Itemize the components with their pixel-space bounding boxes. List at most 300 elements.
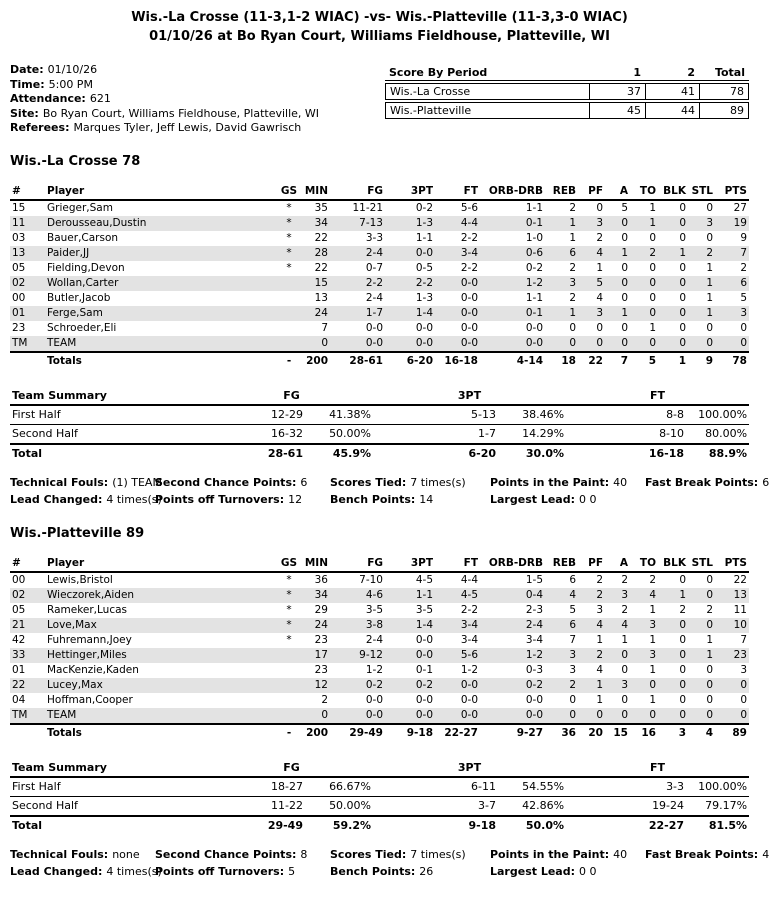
player-fg: 3-3 <box>365 232 383 244</box>
team-heading: Wis.-Platteville 89 <box>10 525 145 541</box>
info-value: 621 <box>89 92 111 105</box>
player-fg: 2-2 <box>365 277 383 289</box>
player-a: 0 <box>621 694 628 706</box>
player-3pt: 1-4 <box>415 307 433 319</box>
player-blk: 0 <box>679 664 686 676</box>
player-row <box>10 708 749 724</box>
sbp-period1-score: 37 <box>589 83 645 100</box>
summary-row <box>10 405 749 425</box>
col-to: TO <box>630 555 658 572</box>
player-gs <box>278 306 300 321</box>
summary-ft-made-att: 8-10 <box>566 424 686 444</box>
player-stl: 1 <box>706 262 713 274</box>
summary-row <box>10 777 749 797</box>
player-ft: 0-0 <box>460 307 478 319</box>
player-orb-drb: 1-1 <box>525 292 543 304</box>
player-a: 3 <box>621 679 628 691</box>
player-pts: 7 <box>740 247 747 259</box>
player-pts: 22 <box>733 574 747 586</box>
player-stl: 0 <box>706 589 713 601</box>
totals-3pt: 9-18 <box>385 724 435 742</box>
stat-note <box>10 474 162 491</box>
stat-note <box>645 474 769 491</box>
sbp-team-name: Wis.-Platteville <box>385 102 589 119</box>
team-notes <box>10 846 769 880</box>
stat-note <box>10 491 162 508</box>
player-row <box>10 276 749 291</box>
player-3pt: 0-0 <box>415 337 433 349</box>
player-ft: 3-4 <box>460 247 478 259</box>
summary-3pt-pct: 14.29% <box>498 424 566 444</box>
player-blk: 0 <box>679 694 686 706</box>
player-gs <box>278 336 300 352</box>
player-min: 12 <box>314 679 328 691</box>
player-reb: 6 <box>569 247 576 259</box>
summary-fg-pct: 50.00% <box>305 796 373 816</box>
player-3pt: 1-1 <box>415 232 433 244</box>
player-orb-drb: 3-4 <box>525 634 543 646</box>
col-min: MIN <box>300 555 330 572</box>
stat-note-label: Points off Turnovers: <box>155 864 285 878</box>
player-pts: 3 <box>740 664 747 676</box>
col-3pt: 3PT <box>385 555 435 572</box>
player-3pt: 0-1 <box>415 664 433 676</box>
summary-title: Team Summary <box>10 759 210 777</box>
totals-to: 16 <box>630 724 658 742</box>
summary-fg-made-att: 11-22 <box>210 796 305 816</box>
player-row <box>10 693 749 708</box>
player-to: 1 <box>649 634 656 646</box>
player-blk: 0 <box>679 322 686 334</box>
player-to: 2 <box>649 247 656 259</box>
notes-row-1 <box>10 846 769 863</box>
player-gs: * <box>286 619 292 631</box>
totals-pf: 22 <box>578 352 605 370</box>
player-pf: 2 <box>596 649 603 661</box>
player-orb-drb: 2-3 <box>525 604 543 616</box>
player-ft: 0-0 <box>460 694 478 706</box>
stat-note-value: 4 times(s) <box>106 864 162 878</box>
player-blk: 0 <box>679 709 686 721</box>
totals-pts: 78 <box>715 352 749 370</box>
col-ft: FT <box>435 183 480 200</box>
player-number: TM <box>12 337 28 349</box>
player-pf: 4 <box>596 619 603 631</box>
players-body <box>10 572 749 724</box>
player-min: 34 <box>314 217 328 229</box>
col-number: # <box>10 555 45 572</box>
player-a: 0 <box>621 337 628 349</box>
player-to: 0 <box>649 679 656 691</box>
player-ft: 0-0 <box>460 709 478 721</box>
player-fg: 0-0 <box>365 337 383 349</box>
stat-note <box>330 474 490 491</box>
player-reb: 2 <box>569 262 576 274</box>
player-stl: 0 <box>706 709 713 721</box>
player-gs: * <box>286 202 292 214</box>
player-stl: 1 <box>706 277 713 289</box>
player-pf: 3 <box>596 217 603 229</box>
player-blk: 0 <box>679 217 686 229</box>
player-ft: 3-4 <box>460 634 478 646</box>
col-gs: GS <box>278 555 300 572</box>
totals-3pt: 6-20 <box>385 352 435 370</box>
col-ft: FT <box>435 555 480 572</box>
player-pts: 0 <box>740 679 747 691</box>
player-gs: * <box>286 247 292 259</box>
player-number: 22 <box>12 679 26 691</box>
player-name: Fuhremann,Joey <box>47 634 132 646</box>
totals-pf: 20 <box>578 724 605 742</box>
player-to: 4 <box>649 589 656 601</box>
summary-3pt-made-att: 1-7 <box>373 424 498 444</box>
player-stl: 0 <box>706 694 713 706</box>
totals-min: 200 <box>300 352 330 370</box>
player-blk: 0 <box>679 202 686 214</box>
stat-note-label: Technical Fouls: <box>10 475 109 489</box>
stat-note-label: Largest Lead: <box>490 864 575 878</box>
player-a: 2 <box>621 604 628 616</box>
player-to: 0 <box>649 709 656 721</box>
stat-note-value: 6 <box>300 475 308 489</box>
player-blk: 1 <box>679 247 686 259</box>
player-to: 0 <box>649 337 656 349</box>
player-reb: 6 <box>569 574 576 586</box>
player-fg: 9-12 <box>359 649 383 661</box>
player-number: 04 <box>12 694 26 706</box>
player-number: 02 <box>12 277 26 289</box>
player-to: 0 <box>649 292 656 304</box>
col-blk: BLK <box>658 555 688 572</box>
stat-note-value: 7 times(s) <box>410 475 466 489</box>
summary-row-label: Second Half <box>10 796 210 816</box>
info-value: 5:00 PM <box>48 77 93 91</box>
player-ft: 0-0 <box>460 277 478 289</box>
player-to: 1 <box>649 664 656 676</box>
player-stl: 3 <box>706 217 713 229</box>
players-body <box>10 200 749 352</box>
col-to: TO <box>630 183 658 200</box>
player-row <box>10 246 749 261</box>
player-3pt: 0-2 <box>415 679 433 691</box>
player-min: 22 <box>314 262 328 274</box>
game-info-line <box>10 92 319 107</box>
player-a: 0 <box>621 232 628 244</box>
summary-3pt-pct: 42.86% <box>498 796 566 816</box>
player-a: 0 <box>621 649 628 661</box>
player-row <box>10 648 749 663</box>
player-ft: 2-2 <box>460 262 478 274</box>
stat-note-value: 0 0 <box>579 492 597 506</box>
player-gs <box>278 663 300 678</box>
player-stl: 0 <box>706 664 713 676</box>
player-name: Lucey,Max <box>47 679 103 691</box>
summary-3pt-pct: 54.55% <box>498 777 566 797</box>
player-3pt: 0-0 <box>415 322 433 334</box>
player-reb: 6 <box>569 619 576 631</box>
player-a: 0 <box>621 709 628 721</box>
summary-ft-made-att: 8-8 <box>566 405 686 425</box>
summary-col-fg: FG <box>210 759 373 777</box>
player-name: Ferge,Sam <box>47 307 103 319</box>
player-orb-drb: 0-0 <box>525 694 543 706</box>
totals-a: 15 <box>605 724 630 742</box>
summary-col-fg: FG <box>210 387 373 405</box>
player-fg: 4-6 <box>365 589 383 601</box>
game-info-line <box>10 78 319 93</box>
player-gs <box>278 321 300 336</box>
player-pts: 5 <box>740 292 747 304</box>
player-orb-drb: 0-2 <box>525 679 543 691</box>
info-value: Marques Tyler, Jeff Lewis, David Gawrisch <box>73 121 302 134</box>
player-3pt: 1-3 <box>415 217 433 229</box>
col-player: Player <box>45 183 278 200</box>
stat-note <box>490 863 645 880</box>
stat-note <box>490 474 645 491</box>
player-stl: 0 <box>706 337 713 349</box>
summary-col-3pt: 3PT <box>373 759 566 777</box>
player-blk: 2 <box>679 604 686 616</box>
player-reb: 0 <box>569 322 576 334</box>
player-3pt: 0-0 <box>415 247 433 259</box>
col-orb-drb: ORB-DRB <box>480 555 545 572</box>
stat-note <box>155 491 330 508</box>
player-row <box>10 336 749 352</box>
stat-note-label: Bench Points: <box>330 492 416 506</box>
player-blk: 0 <box>679 277 686 289</box>
player-blk: 0 <box>679 262 686 274</box>
player-reb: 7 <box>569 634 576 646</box>
player-ft: 2-2 <box>460 232 478 244</box>
notes-row-1 <box>10 474 769 491</box>
summary-fg-pct: 50.00% <box>305 424 373 444</box>
sbp-header-period1: 1 <box>589 65 645 81</box>
player-pts: 0 <box>740 709 747 721</box>
stat-note-label: Lead Changed: <box>10 492 103 506</box>
sbp-total-score: 89 <box>699 102 749 119</box>
col-orb-drb: ORB-DRB <box>480 183 545 200</box>
summary-body <box>10 405 749 444</box>
player-orb-drb: 1-2 <box>525 277 543 289</box>
player-stl: 0 <box>706 619 713 631</box>
player-orb-drb: 0-6 <box>525 247 543 259</box>
player-orb-drb: 1-0 <box>525 232 543 244</box>
player-to: 1 <box>649 322 656 334</box>
box-score-table <box>10 183 749 370</box>
player-orb-drb: 0-0 <box>525 337 543 349</box>
stat-note-label: Largest Lead: <box>490 492 575 506</box>
stat-note <box>155 863 330 880</box>
player-pf: 2 <box>596 574 603 586</box>
player-3pt: 1-3 <box>415 292 433 304</box>
player-name: Love,Max <box>47 619 97 631</box>
stat-note <box>645 846 769 863</box>
player-row <box>10 216 749 231</box>
player-reb: 0 <box>569 694 576 706</box>
player-orb-drb: 0-4 <box>525 589 543 601</box>
player-pf: 0 <box>596 709 603 721</box>
info-label: Time: <box>10 77 45 91</box>
stat-note-value: (1) TEAM <box>112 475 162 489</box>
player-pf: 2 <box>596 232 603 244</box>
summary-ft-made-att: 19-24 <box>566 796 686 816</box>
stat-note <box>155 846 330 863</box>
summary-total-row: Total 29-49 59.2% 9-18 50.0% 22-27 81.5% <box>10 816 749 835</box>
info-label: Attendance: <box>10 92 86 105</box>
player-ft: 0-0 <box>460 679 478 691</box>
totals-row: Totals - 200 28-61 6-20 16-18 4-14 18 22 7 5 1 9 78 <box>10 352 749 370</box>
summary-row <box>10 424 749 444</box>
sbp-header-period2: 2 <box>645 65 699 81</box>
box-header-row <box>10 555 749 572</box>
player-3pt: 4-5 <box>415 574 433 586</box>
player-fg: 1-7 <box>365 307 383 319</box>
player-row <box>10 261 749 276</box>
player-pf: 4 <box>596 292 603 304</box>
player-fg: 0-0 <box>365 322 383 334</box>
stat-note <box>155 474 330 491</box>
player-fg: 0-0 <box>365 709 383 721</box>
player-pts: 9 <box>740 232 747 244</box>
totals-reb: 36 <box>545 724 578 742</box>
player-name: Grieger,Sam <box>47 202 113 214</box>
player-name: MacKenzie,Kaden <box>47 664 139 676</box>
summary-3pt-made-att: 6-11 <box>373 777 498 797</box>
player-min: 36 <box>314 574 328 586</box>
player-number: 00 <box>12 574 26 586</box>
totals-reb: 18 <box>545 352 578 370</box>
stat-note <box>330 491 490 508</box>
totals-ft: 16-18 <box>435 352 480 370</box>
col-fg: FG <box>330 183 385 200</box>
stat-note-value: 8 <box>300 847 308 861</box>
player-orb-drb: 0-3 <box>525 664 543 676</box>
player-number: 42 <box>12 634 26 646</box>
totals-orb-drb: 9-27 <box>480 724 545 742</box>
player-min: 13 <box>314 292 328 304</box>
player-reb: 1 <box>569 307 576 319</box>
player-pts: 0 <box>740 337 747 349</box>
player-number: 11 <box>12 217 26 229</box>
stat-note-label: Points off Turnovers: <box>155 492 285 506</box>
player-name: Hoffman,Cooper <box>47 694 133 706</box>
player-name: Rameker,Lucas <box>47 604 128 616</box>
player-name: Lewis,Bristol <box>47 574 113 586</box>
player-min: 35 <box>314 202 328 214</box>
stat-note-label: Lead Changed: <box>10 864 103 878</box>
score-by-period-row <box>385 83 749 100</box>
player-gs: * <box>286 604 292 616</box>
player-orb-drb: 1-2 <box>525 649 543 661</box>
player-to: 0 <box>649 232 656 244</box>
player-to: 3 <box>649 649 656 661</box>
player-gs: * <box>286 634 292 646</box>
player-min: 0 <box>321 337 328 349</box>
summary-fg-pct: 41.38% <box>305 405 373 425</box>
player-fg: 1-2 <box>365 664 383 676</box>
player-name: TEAM <box>47 337 77 349</box>
col-pf: PF <box>578 555 605 572</box>
player-to: 1 <box>649 217 656 229</box>
player-fg: 7-10 <box>359 574 383 586</box>
totals-label: Totals <box>45 724 278 742</box>
player-row <box>10 572 749 588</box>
player-ft: 2-2 <box>460 604 478 616</box>
player-number: 03 <box>12 232 26 244</box>
player-a: 0 <box>621 322 628 334</box>
info-value: Bo Ryan Court, Williams Fieldhouse, Platteville, WI <box>42 106 320 120</box>
player-to: 0 <box>649 277 656 289</box>
player-pts: 2 <box>740 262 747 274</box>
player-pf: 0 <box>596 322 603 334</box>
summary-col-ft: FT <box>566 387 749 405</box>
player-number: 05 <box>12 262 26 274</box>
player-orb-drb: 0-0 <box>525 709 543 721</box>
summary-ft-pct: 100.00% <box>686 405 749 425</box>
player-min: 23 <box>314 664 328 676</box>
player-fg: 3-8 <box>365 619 383 631</box>
player-3pt: 1-4 <box>415 619 433 631</box>
player-fg: 2-4 <box>365 634 383 646</box>
player-min: 0 <box>321 709 328 721</box>
player-gs: * <box>286 574 292 586</box>
player-pts: 23 <box>733 649 747 661</box>
notes-row-2 <box>10 491 749 508</box>
player-pts: 10 <box>733 619 747 631</box>
player-fg: 3-5 <box>365 604 383 616</box>
stat-note <box>490 491 645 508</box>
player-pf: 0 <box>596 337 603 349</box>
player-gs <box>278 693 300 708</box>
stat-note-label: Scores Tied: <box>330 475 407 489</box>
summary-ft-pct: 79.17% <box>686 796 749 816</box>
player-a: 2 <box>621 574 628 586</box>
stat-note-value: 6 <box>762 475 769 489</box>
team-notes <box>10 474 769 508</box>
player-pts: 19 <box>733 217 747 229</box>
col-a: A <box>605 183 630 200</box>
col-stl: STL <box>688 183 715 200</box>
totals-to: 5 <box>630 352 658 370</box>
player-pts: 0 <box>740 694 747 706</box>
player-row <box>10 291 749 306</box>
player-reb: 0 <box>569 709 576 721</box>
player-stl: 0 <box>706 322 713 334</box>
summary-fg-made-att: 16-32 <box>210 424 305 444</box>
stat-note-value: 14 <box>419 492 434 506</box>
player-a: 0 <box>621 262 628 274</box>
player-orb-drb: 2-4 <box>525 619 543 631</box>
player-gs: * <box>286 589 292 601</box>
col-number: # <box>10 183 45 200</box>
sbp-body <box>385 83 749 119</box>
summary-row <box>10 796 749 816</box>
player-3pt: 0-0 <box>415 634 433 646</box>
totals-orb-drb: 4-14 <box>480 352 545 370</box>
player-fg: 0-0 <box>365 694 383 706</box>
stat-note-label: Fast Break Points: <box>645 847 759 861</box>
player-3pt: 0-0 <box>415 709 433 721</box>
sbp-period1-score: 45 <box>589 102 645 119</box>
player-blk: 0 <box>679 337 686 349</box>
player-fg: 0-7 <box>365 262 383 274</box>
col-reb: REB <box>545 555 578 572</box>
player-reb: 1 <box>569 232 576 244</box>
score-by-period-row <box>385 102 749 119</box>
sbp-header-label: Score By Period <box>385 65 589 81</box>
player-pf: 3 <box>596 604 603 616</box>
player-stl: 1 <box>706 307 713 319</box>
